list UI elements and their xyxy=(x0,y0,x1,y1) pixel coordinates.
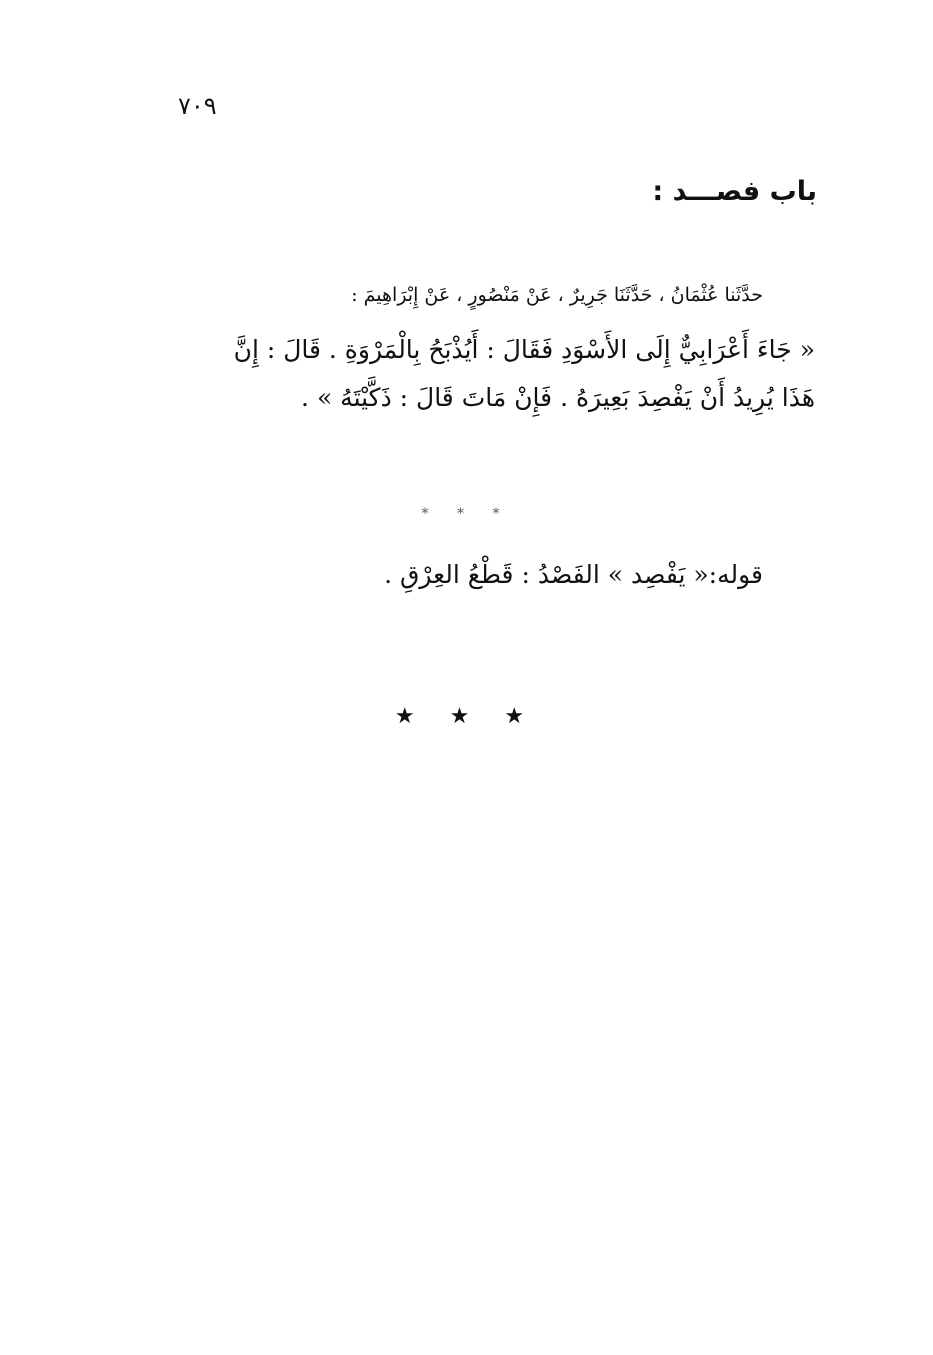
gloss-note: قوله:« يَفْصِد » الفَصْدُ : قَطْعُ العِرْقِ . xyxy=(384,560,763,589)
star-separator: ★ ★ ★ xyxy=(394,704,539,729)
hadith-matn xyxy=(115,326,815,422)
chapter-title: باب فصـــد : xyxy=(652,176,817,207)
hadith-matn-line-2: هَذَا يُرِيدُ أَنْ يَفْصِدَ بَعِيرَهُ . فَإِنْ مَاتَ قَالَ : ذَكَّيْتَهُ » . xyxy=(301,383,815,412)
page-number: ٧٠٩ xyxy=(178,92,217,120)
hadith-matn-line-1: « جَاءَ أَعْرَابِيٌّ إِلَى الأَسْوَدِ فَقَالَ : أَيُذْبَحُ بِالْمَرْوَةِ . قَالَ : إِنَّ xyxy=(233,335,815,364)
hadith-isnad: حدَّثَنا عُثْمَانُ ، حَدَّثَنَا جَرِيرٌ ، عَنْ مَنْصُورٍ ، عَنْ إِبْرَاهِيمَ : xyxy=(351,284,763,306)
small-asterisk-separator: * * * xyxy=(421,506,512,522)
